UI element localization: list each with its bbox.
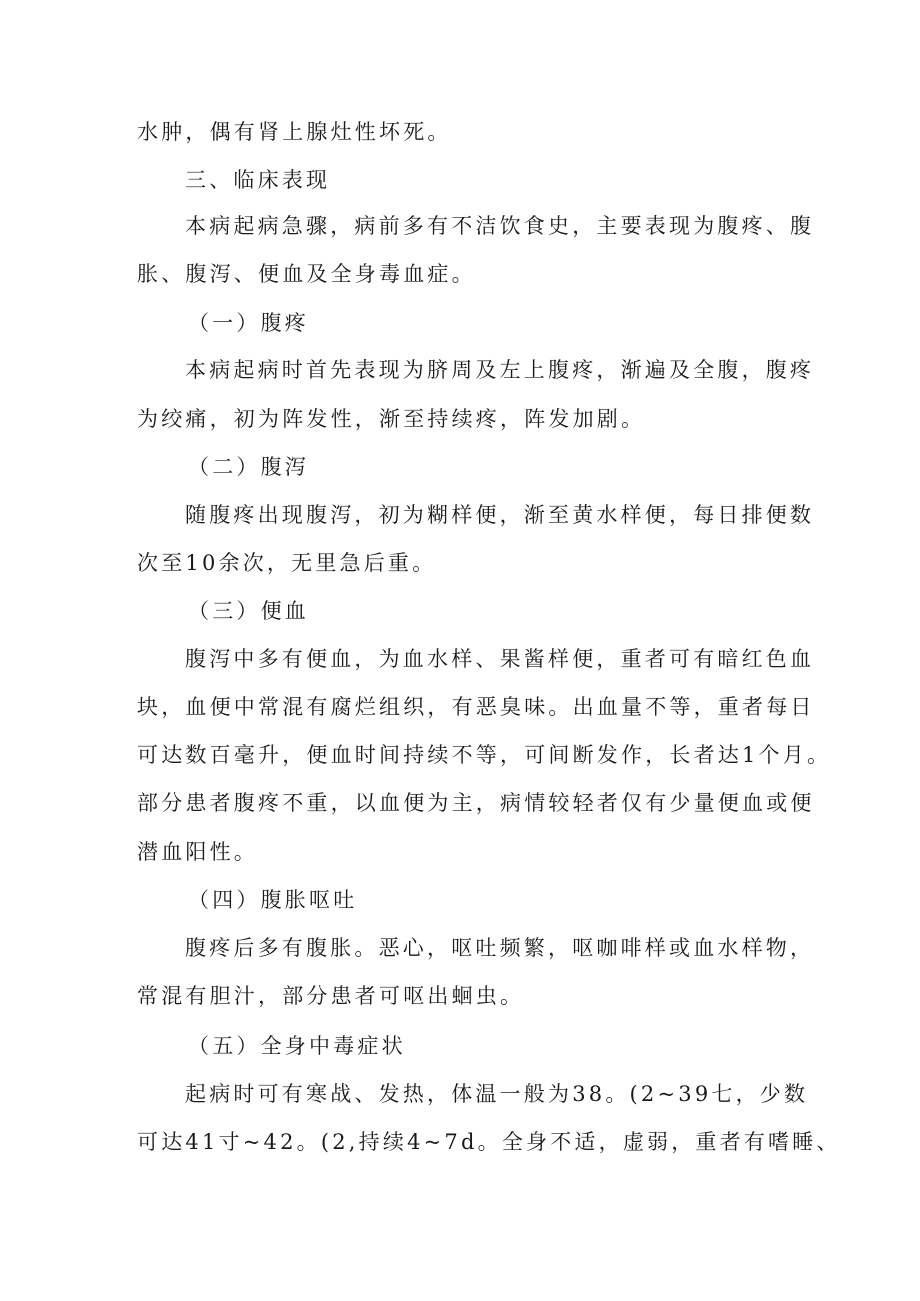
paragraph-line: 部分患者腹疼不重，以血便为主，病情较轻者仅有少量便血或便 bbox=[137, 791, 815, 815]
paragraph-line: 腹泻中多有便血，为血水样、果酱样便，重者可有暗红色血 bbox=[185, 647, 815, 671]
paragraph-line: 常混有胆汁，部分患者可呕出蛔虫。 bbox=[137, 984, 525, 1008]
paragraph-line: 次至10余次，无里急后重。 bbox=[137, 551, 437, 575]
paragraph-line: 为绞痛，初为阵发性，渐至持续疼，阵发加剧。 bbox=[137, 407, 646, 431]
paragraph-line: 本病起病时首先表现为脐周及左上腹疼，渐遍及全腹，腹疼 bbox=[185, 358, 815, 382]
paragraph-line: 胀、腹泻、便血及全身毒血症。 bbox=[137, 262, 476, 286]
paragraph-line: 本病起病急骤，病前多有不洁饮食史，主要表现为腹疼、腹 bbox=[185, 214, 815, 238]
paragraph-line: 水肿，偶有肾上腺灶性坏死。 bbox=[137, 120, 452, 144]
paragraph-line: 可达数百毫升，便血时间持续不等，可间断发作，长者达1个月。 bbox=[137, 743, 832, 767]
paragraph-line: 随腹疼出现腹泻，初为糊样便，渐至黄水样便，每日排便数 bbox=[185, 503, 815, 527]
subsection-heading: （五）全身中毒症状 bbox=[188, 1034, 406, 1058]
paragraph-line: 块，血便中常混有腐烂组织，有恶臭味。出血量不等，重者每日 bbox=[137, 695, 815, 719]
paragraph-line: 起病时可有寒战、发热，体温一般为38。(2~39七，少数 bbox=[185, 1082, 809, 1106]
paragraph-line: 腹疼后多有腹胀。恶心，呕吐频繁，呕咖啡样或血水样物， bbox=[185, 936, 815, 960]
section-heading: 三、临床表现 bbox=[185, 168, 331, 192]
paragraph-line: 可达41寸~42。(2,持续4~7d。全身不适，虚弱，重者有嗜睡、 bbox=[137, 1130, 841, 1154]
paragraph-line: 潜血阳性。 bbox=[137, 840, 258, 864]
subsection-heading: （四）腹胀呕吐 bbox=[188, 888, 358, 912]
subsection-heading: （二）腹泻 bbox=[188, 455, 309, 479]
subsection-heading: （三）便血 bbox=[188, 599, 309, 623]
subsection-heading: （一）腹疼 bbox=[188, 311, 309, 335]
